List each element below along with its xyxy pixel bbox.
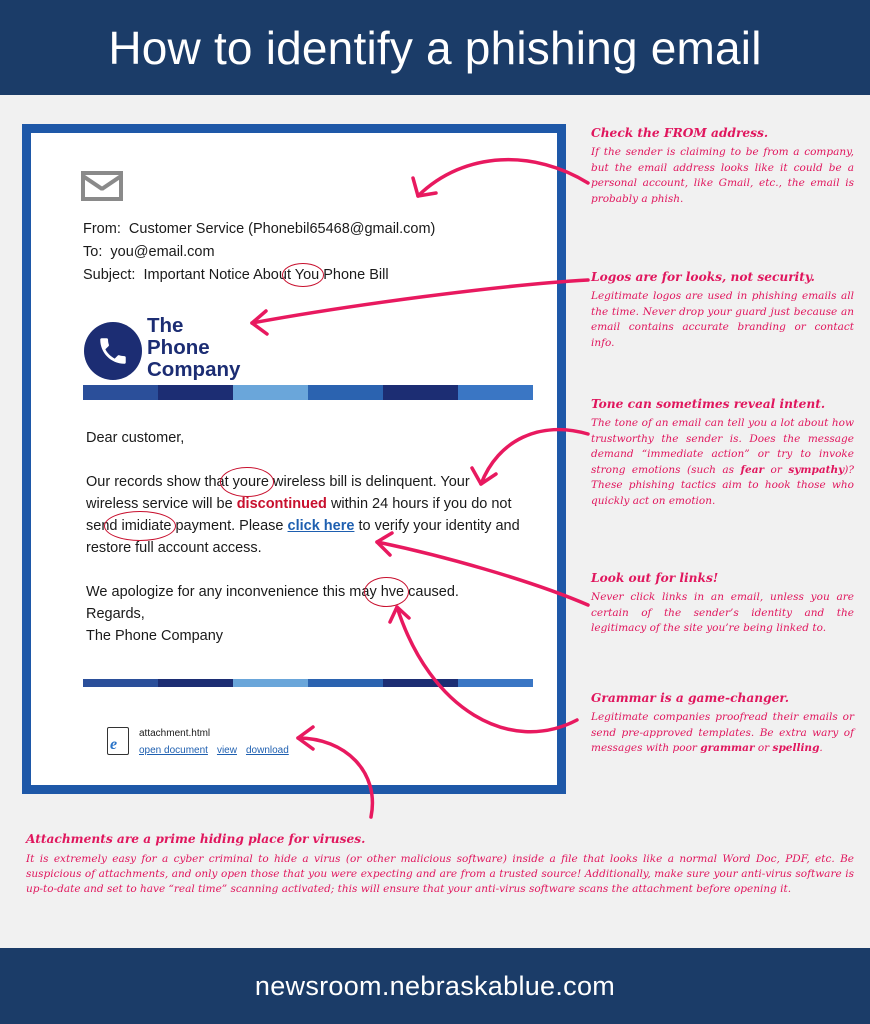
phone-company-logo [84, 322, 142, 380]
email-paragraph-1: Our records show that youre wireless bill is delinquent. Your wireless service will be discontinued within 24 hours if you do not send imidiate payment. Please click here to verify your identity and restore full account access. [86, 471, 526, 559]
tip-attachments: Attachments are a prime hiding place for viruses. It is extremely easy for a cyber criminal to hide a virus (or other malicious software) inside a file that looks like a normal Word Doc, PDF, etc. Be suspicious of attachments, and only open those that you were expecting and are from a trusted source! Additionally, make sure your anti-virus software is up-to-date and set to have “real time” scanning activated; this will ensure that your anti-virus software scans the attachment before opening it. [26, 832, 854, 895]
subject-error-circle: t You [286, 267, 320, 283]
tip-tone: Tone can sometimes reveal intent. The tone of an email can tell you a lot about how trustworthy the sender is. Does the message demand “immediate action” or try to invoke strong emotions (such as fear or sympathy)? These phishing tactics aim to hook those who quickly act on emotion. [591, 397, 854, 507]
footer-banner [0, 948, 870, 1024]
attachment-actions [139, 745, 298, 756]
tip-links: Look out for links! Never click links in an email, unless you are certain of the sender’s identity and the legitimacy of the site you’re being linked to. [591, 571, 854, 634]
subject-text-end: Phone Bill [319, 267, 389, 283]
to-label: To: [83, 244, 103, 260]
subject-text: Important Notice Abou [143, 267, 287, 283]
email-greeting: Dear customer, [86, 430, 185, 446]
imidiate-error-circle: d imidiate [109, 515, 171, 537]
footer-stripe [83, 679, 533, 687]
from-line [83, 221, 435, 237]
view-link[interactable]: view [216, 745, 237, 756]
open-document-link[interactable]: open document [139, 745, 208, 756]
from-value: Customer Service (Phonebil65468@gmail.com) [128, 221, 436, 237]
to-value: you@email.com [110, 244, 215, 260]
to-line [83, 244, 215, 260]
header-stripe [83, 385, 533, 400]
download-link[interactable]: download [245, 745, 289, 756]
tip-logos: Logos are for looks, not security. Legitimate logos are used in phishing emails all the time. Never drop your guard just because an email contains accurate branding or contact info. [591, 270, 854, 349]
sample-email [22, 124, 566, 794]
footer-url[interactable]: newsroom.nebraskablue.com [254, 970, 616, 1001]
page-title: How to identify a phishing email [108, 21, 762, 74]
subject-label: Subject: [83, 267, 136, 283]
tip-grammar: Grammar is a game-changer. Legitimate companies proofread their emails or send pre-approved templates. Be extra wary of messages with poor grammar or spelling. [591, 691, 854, 754]
attachment-file-icon[interactable]: e [107, 727, 129, 755]
discontinued-text: discontinued [236, 496, 327, 512]
title-banner [0, 0, 870, 95]
email-paragraph-2: We apologize for any inconvenience this may hve caused. [86, 581, 526, 603]
subject-line [83, 267, 389, 283]
email-signature: The Phone Company [86, 628, 224, 644]
from-label: From: [83, 221, 121, 237]
youre-error-circle: t youre [225, 471, 269, 493]
hve-error-circle: y hve [369, 581, 404, 603]
phone-icon [96, 334, 130, 368]
logo-wordmark: The Phone Company [147, 314, 241, 381]
email-regards: Regards, [86, 606, 145, 622]
click-here-link[interactable]: click here [287, 518, 355, 534]
attachment-filename: attachment.html [139, 728, 211, 739]
tip-from-address: Check the FROM address. If the sender is claiming to be from a company, but the email address looks like it could be a personal account, like Gmail, etc., the email is probably a phish. [591, 126, 854, 205]
envelope-icon [81, 171, 123, 201]
